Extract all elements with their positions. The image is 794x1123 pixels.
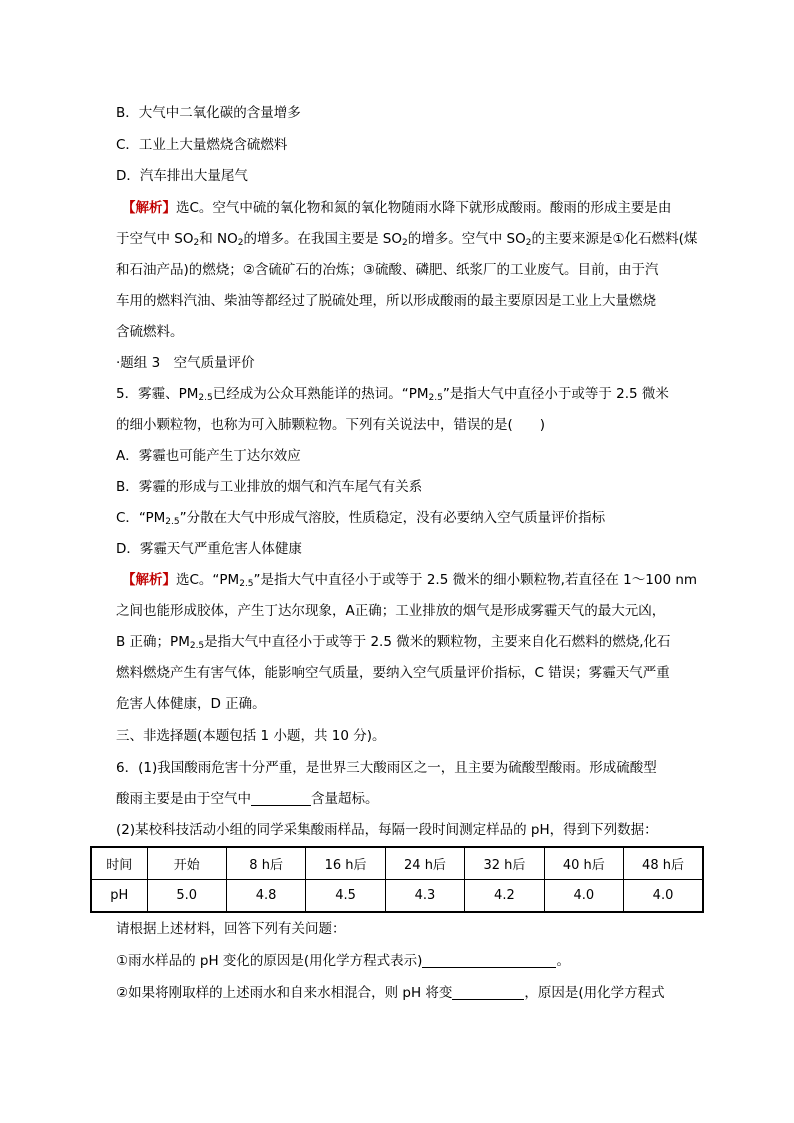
table-cell: 开始 bbox=[147, 847, 226, 880]
table-cell: 4.0 bbox=[624, 880, 703, 913]
q6-sub-1: ①雨水样品的 pH 变化的原因是(用化学方程式表示) 。 bbox=[116, 953, 570, 969]
table-cell: pH bbox=[91, 880, 147, 913]
q4-analysis-line-4: 车用的燃料汽油、柴油等都经过了脱硫处理，所以形成酸雨的最主要原因是工业上大量燃烧 bbox=[116, 293, 656, 309]
table-cell: 16 h后 bbox=[306, 847, 385, 880]
part-three-heading: 三、非选择题(本题包括 1 小题，共 10 分)。 bbox=[116, 728, 386, 744]
table-cell: 4.3 bbox=[385, 880, 464, 913]
table-cell: 32 h后 bbox=[465, 847, 544, 880]
answer-blank[interactable] bbox=[422, 953, 556, 968]
q5-analysis-line-1: 【解析】选C。“$PM_{2.5}$”是指大气中直径小于或等于 2.5 微米的细小颗粒物,若直径在 1～100 nm bbox=[122, 572, 698, 589]
q6-line-2: 酸雨主要是由于空气中 含量超标。 bbox=[116, 791, 379, 807]
q6-sub-2: ②如果将刚取样的上述雨水和自来水相混合，则 pH 将变 ，原因是(用化学方程式 bbox=[116, 985, 665, 1001]
table-cell: 8 h后 bbox=[226, 847, 305, 880]
ph-data-table bbox=[90, 846, 704, 913]
table-cell: 24 h后 bbox=[385, 847, 464, 880]
option-c: C．工业上大量燃烧含硫燃料 bbox=[116, 137, 288, 153]
q5-stem-line-2: 的细小颗粒物，也称为可入肺颗粒物。下列有关说法中，错误的是( ) bbox=[116, 417, 546, 433]
table-cell: 40 h后 bbox=[544, 847, 623, 880]
table-cell: 5.0 bbox=[147, 880, 226, 913]
table-cell: 4.8 bbox=[226, 880, 305, 913]
q5-stem-line-1: 5．雾霾、$PM_{2.5}$已经成为公众耳熟能详的热词。“$PM_{2.5}$”是指大气中直径小于或等于 2.5 微米 bbox=[116, 386, 669, 403]
q5-analysis-line-4: 燃料燃烧产生有害气体，能影响空气质量，要纳入空气质量评价指标，C 错误；雾霾天气严重 bbox=[116, 665, 670, 681]
analysis-tag: 【解析】 bbox=[122, 200, 176, 216]
q5-option-a: A．雾霾也可能产生丁达尔效应 bbox=[116, 448, 301, 464]
q6-line-3: (2)某校科技活动小组的同学采集酸雨样品，每隔一段时间测定样品的 pH，得到下列数据： bbox=[116, 822, 658, 838]
table-row bbox=[91, 880, 703, 913]
table-cell: 4.2 bbox=[465, 880, 544, 913]
table-cell: 4.0 bbox=[544, 880, 623, 913]
analysis-tag: 【解析】 bbox=[122, 572, 176, 588]
table-cell: 4.5 bbox=[306, 880, 385, 913]
q4-analysis-line-1: 【解析】选C。空气中硫的氧化物和氮的氧化物随雨水降下就形成酸雨。酸雨的形成主要是由 bbox=[122, 200, 672, 216]
q5-analysis-line-2: 之间也能形成胶体，产生丁达尔现象，A正确；工业排放的烟气是形成雾霾天气的最大元凶， bbox=[116, 603, 666, 619]
q5-option-b: B．雾霾的形成与工业排放的烟气和汽车尾气有关系 bbox=[116, 479, 423, 495]
q4-analysis-line-3: 和石油产品)的燃烧；②含硫矿石的冶炼；③硫酸、磷肥、纸浆厂的工业废气。目前，由于汽 bbox=[116, 262, 659, 278]
answer-blank[interactable] bbox=[251, 791, 311, 806]
answer-blank[interactable] bbox=[452, 985, 524, 1000]
table-row bbox=[91, 847, 703, 880]
q4-analysis-line-2: 于空气中 $SO_2$和 $NO_2$的增多。在我国主要是 $SO_2$的增多。空气中 $SO_2$的主要来源是①化石燃料(煤 bbox=[116, 231, 698, 248]
q6-line-1: 6．(1)我国酸雨危害十分严重，是世界三大酸雨区之一，且主要为硫酸型酸雨。形成硫酸型 bbox=[116, 760, 657, 776]
option-b: B．大气中二氧化碳的含量增多 bbox=[116, 105, 301, 121]
q5-option-d: D．雾霾天气严重危害人体健康 bbox=[116, 541, 302, 557]
table-cell: 时间 bbox=[91, 847, 147, 880]
q5-analysis-line-5: 危害人体健康，D 正确。 bbox=[116, 696, 266, 712]
q5-option-c: C．“$PM_{2.5}$”分散在大气中形成气溶胶，性质稳定，没有必要纳入空气质量评价指标 bbox=[116, 510, 606, 527]
q4-analysis-line-5: 含硫燃料。 bbox=[116, 324, 184, 340]
option-d: D．汽车排出大量尾气 bbox=[116, 168, 248, 184]
q6-instruction: 请根据上述材料，回答下列有关问题： bbox=[116, 921, 346, 937]
table-cell: 48 h后 bbox=[624, 847, 703, 880]
section-heading: ·题组 3 空气质量评价 bbox=[116, 355, 255, 371]
q5-analysis-line-3: B 正确；$PM_{2.5}$是指大气中直径小于或等于 2.5 微米的颗粒物，主要来自化石燃料的燃烧,化石 bbox=[116, 634, 671, 651]
